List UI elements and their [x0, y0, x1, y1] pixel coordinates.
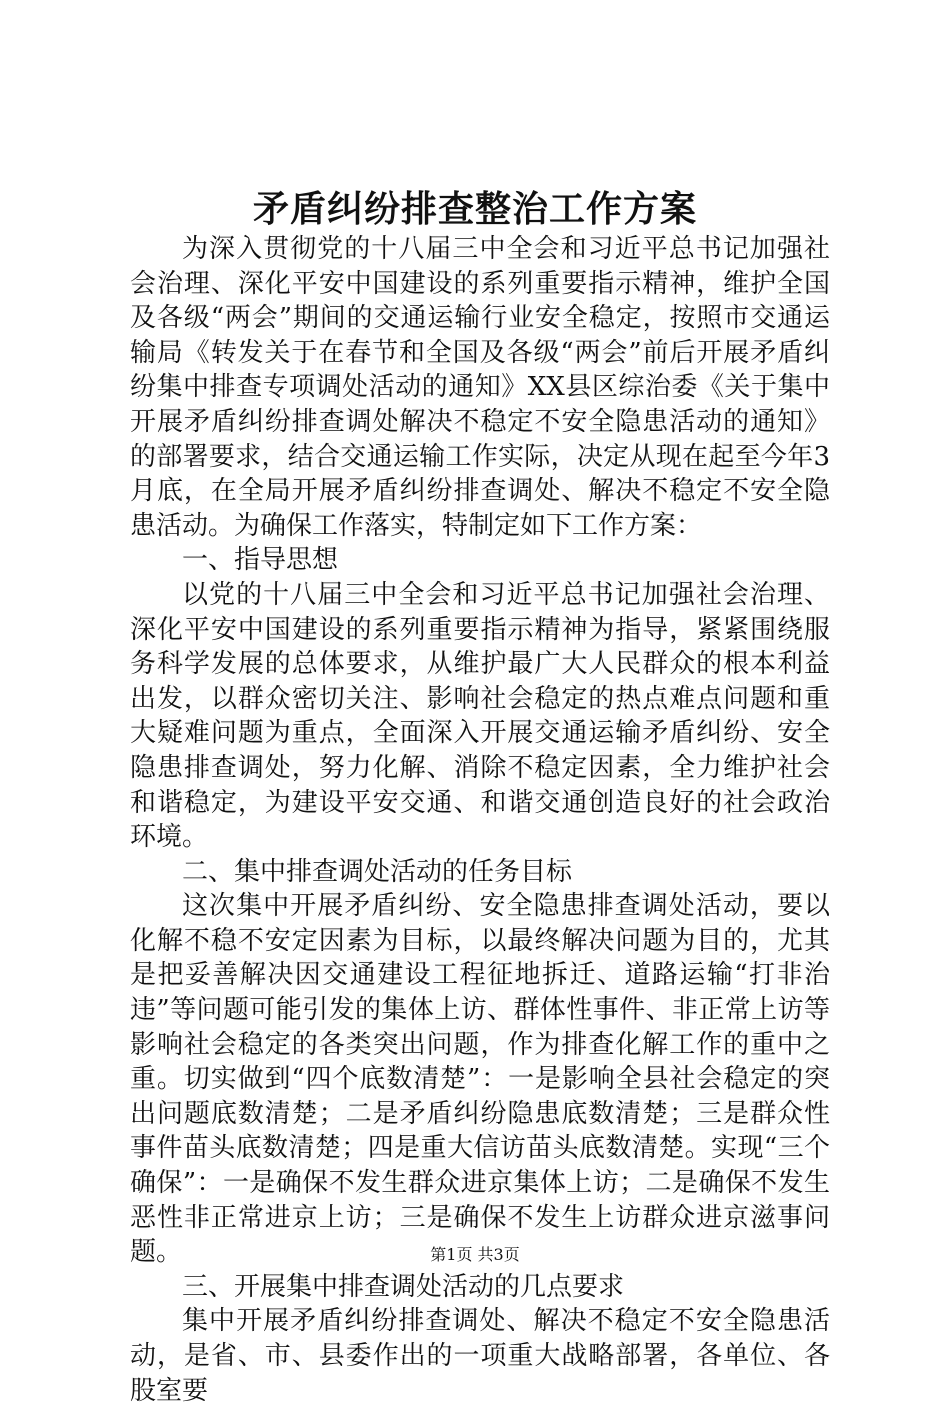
section-heading-task-goals: 二、集中排查调处活动的任务目标: [182, 856, 573, 887]
requirements-paragraph: 集中开展矛盾纠纷排查调处、解决不稳定不安全隐患活动，是省、市、县委作出的一项重大战略部署，各单位、各股室要: [130, 1306, 830, 1406]
task-goals-paragraph: 这次集中开展矛盾纠纷、安全隐患排查调处活动，要以化解不稳不安定因素为目标，以最终解决问题为目的，尤其是把妥善解决因交通建设工程征地拆迁、道路运输“打非治违”等问题可能引发的集体上访、群体性事件、非正常上访等影响社会稳定的各类突出问题，作为排查化解工作的重中之重。切实做到“四个底数清楚”：一是影响全县社会稳定的突出问题底数清楚；二是矛盾纠纷隐患底数清楚；三是群众性事件苗头底数清楚；四是重大信访苗头底数清楚。实现“三个确保”：一是确保不发生群众进京集体上访；二是确保不发生恶性非正常进京上访；三是确保不发生上访群众进京滋事问题。: [130, 891, 830, 1268]
guiding-thought-paragraph: 以党的十八届三中全会和习近平总书记加强社会治理、深化平安中国建设的系列重要指示精神为指导，紧紧围绕服务科学发展的总体要求，从维护最广大人民群众的根本利益出发，以群众密切关注、影响社会稳定的热点难点问题和重大疑难问题为重点，全面深入开展交通运输矛盾纠纷、安全隐患排查调处，努力化解、消除不稳定因素，全力维护社会和谐稳定，为建设平安交通、和谐交通创造良好的社会政治环境。: [130, 579, 830, 853]
document-title: 矛盾纠纷排查整治工作方案: [252, 188, 697, 230]
document-body: [130, 232, 830, 1408]
intro-paragraph: 为深入贯彻党的十八届三中全会和习近平总书记加强社会治理、深化平安中国建设的系列重要指示精神，维护全国及各级“两会”期间的交通运输行业安全稳定，按照市交通运输局《转发关于在春节和全国及各级“两会”前后开展矛盾纠纷集中排查专项调处活动的通知》XX县区综治委《关于集中开展矛盾纠纷排查调处解决不稳定不安全隐患活动的通知》的部署要求，结合交通运输工作实际，决定从现在起至今年3月底，在全局开展矛盾纠纷排查调处、解决不稳定不安全隐患活动。为确保工作落实，特制定如下工作方案：: [130, 234, 830, 541]
page-footer: 第1页 共3页: [430, 1245, 520, 1264]
section-heading-requirements: 三、开展集中排查调处活动的几点要求: [182, 1271, 625, 1302]
section-heading-guiding-thought: 一、指导思想: [182, 545, 339, 576]
